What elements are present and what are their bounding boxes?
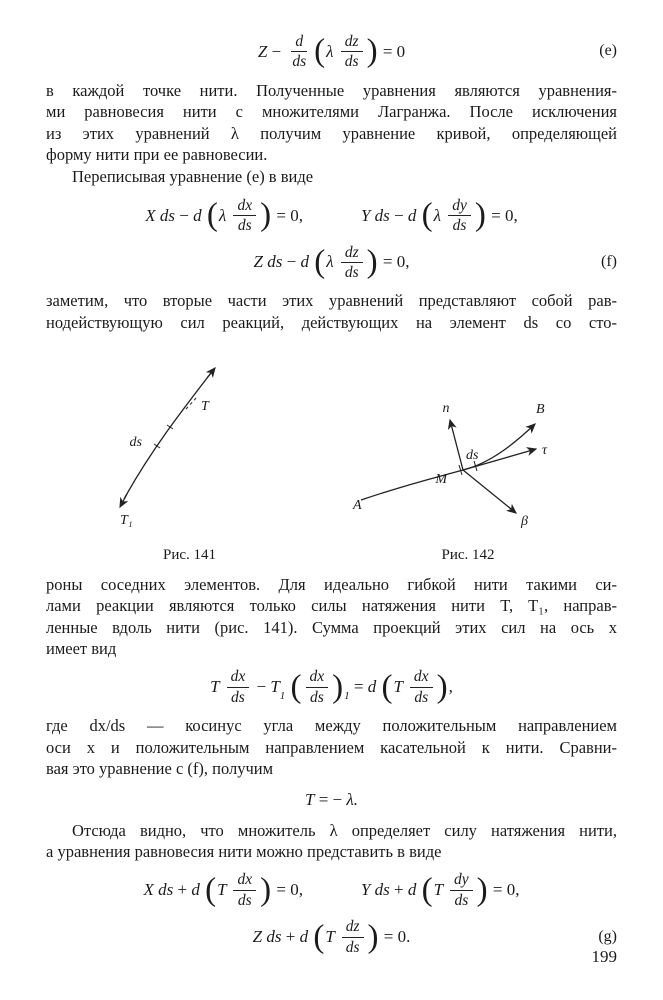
equation-f1b: Y ds − d ( λ $\frac{dy}{ds}$ ) = 0, xyxy=(360,196,518,235)
equation-g-label: (g) xyxy=(598,927,617,945)
figure-141-caption: Рис. 141 xyxy=(162,547,217,564)
ds-tick-1 xyxy=(154,444,160,448)
text-line: заметим, что вторые части этих уравнений представляют собой рав- xyxy=(46,291,617,311)
equation-f-row-1 xyxy=(46,197,617,235)
binormal-vector-beta xyxy=(463,470,516,513)
equation-tension: T = − λ. xyxy=(304,789,359,809)
thread-curve xyxy=(124,369,214,499)
equation-g1b: Y ds + d ( T $\frac{dy}{ds}$ ) = 0, xyxy=(360,871,520,909)
paragraph-1 xyxy=(46,80,617,166)
equation-e-row xyxy=(46,33,617,71)
text-line: Отсюда видно, что множитель λ определяет силу натяжения нити, xyxy=(72,820,617,840)
text-line: лами реакции являются только силы натяжения нити T, T₁, направ- xyxy=(46,596,617,616)
equation-projection: T $\frac{dx}{ds}$ − T 1 ( $\frac{dx}{ds}$ ) 1 = d ( T $\frac{dx}{ds}$ ) , xyxy=(210,668,453,706)
text-line: Переписывая уравнение (е) в виде xyxy=(72,167,314,187)
figure-141-drawing xyxy=(102,347,277,537)
M-label: M xyxy=(435,472,447,488)
text-line: ленные вдоль нити (рис. 141). Сумма проекций этих сил на ось x xyxy=(46,617,617,637)
equation-tension-row xyxy=(46,789,617,811)
paragraph-6 xyxy=(46,820,617,863)
equation-g-row-1 xyxy=(46,871,617,909)
text-line: форму нити при ее равновесии. xyxy=(46,145,268,165)
equation-f1a: X ds − d ( λ $\frac{dx}{ds}$ ) = 0, xyxy=(145,196,303,235)
paragraph-4 xyxy=(46,574,617,660)
ds-label: ds xyxy=(129,435,142,451)
text-line: роны соседних элементов. Для идеально гибкой нити такими си- xyxy=(46,574,617,594)
equation-e-label: (e) xyxy=(599,42,617,60)
figures-row xyxy=(46,347,617,566)
ds-label: ds xyxy=(466,448,479,464)
equation-projection-row xyxy=(46,668,617,706)
equation-g1a: X ds + d ( T $\frac{dx}{ds}$ ) = 0, xyxy=(143,871,303,909)
equation-g-row-2 xyxy=(46,918,617,956)
equation-f2: Z ds − d ( λ $\frac{dz}{ds}$ ) = 0, xyxy=(253,243,410,281)
paragraph-5 xyxy=(46,715,617,779)
paragraph-3 xyxy=(46,290,617,333)
figure-141 xyxy=(102,347,277,566)
text-line: где dx/ds — косинус угла между положительным направлением xyxy=(46,716,617,736)
text-line: оси x и положительным направлением касательной к нити. Сравни- xyxy=(46,737,617,757)
tau-label: τ xyxy=(542,443,548,459)
A-label: A xyxy=(353,498,362,514)
T-label: T xyxy=(201,399,209,415)
tension-arrow-T1 xyxy=(120,494,127,507)
figure-142-drawing xyxy=(353,382,583,537)
text-line: ми равновесия нити с множителями Лагранжа. После исключения xyxy=(46,102,617,122)
text-line: нодействующую сил реакций, действующих на элемент ds со сто- xyxy=(46,312,617,332)
n-label: n xyxy=(442,401,450,417)
text-line: вая это уравнение с (f), получим xyxy=(46,759,274,779)
beta-label: β xyxy=(521,514,528,530)
equation-e: Z − $\frac{d}{ds}$ ( λ $\frac{dz}{ds}$ ) = 0 xyxy=(257,33,406,71)
text-line: в каждой точке нити. Полученные уравнения являются уравнения- xyxy=(46,80,617,100)
paragraph-2 xyxy=(46,166,617,187)
page-number: 199 xyxy=(591,946,617,966)
curve-AB xyxy=(361,424,535,500)
equation-g2: Z ds + d ( T $\frac{dz}{ds}$ ) = 0. xyxy=(252,918,411,956)
figure-142-caption: Рис. 142 xyxy=(441,547,495,564)
T1-label: T₁ xyxy=(120,513,133,529)
normal-vector-n xyxy=(450,420,463,470)
B-label: B xyxy=(536,402,545,418)
figure-142 xyxy=(353,382,583,566)
equation-f-group xyxy=(145,197,517,235)
equation-g-group xyxy=(143,871,519,909)
tension-arrow-T xyxy=(207,368,215,378)
text-line: из этих уравнений λ получим уравнение кривой, определяющей xyxy=(46,123,617,143)
text-line: а уравнения равновесия нити можно представить в виде xyxy=(46,842,442,862)
equation-f-row-2 xyxy=(46,244,617,282)
equation-f-label: (f) xyxy=(601,253,617,271)
text-line: имеет вид xyxy=(46,639,117,659)
